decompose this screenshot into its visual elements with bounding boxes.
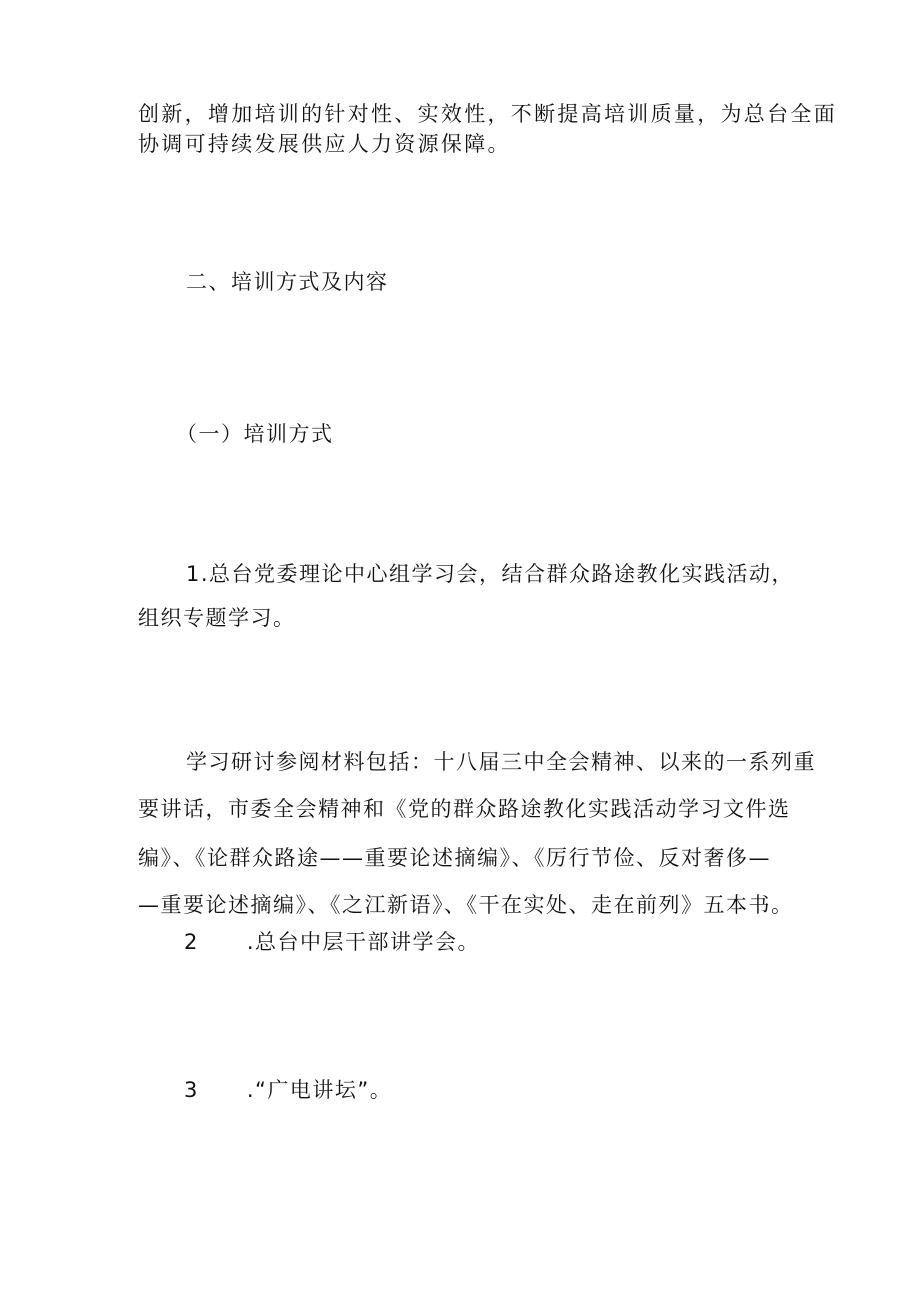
section-heading: 二、培训方式及内容 bbox=[186, 270, 389, 294]
list-item-3-text: .“广电讲坛”。 bbox=[246, 1078, 393, 1102]
list-item-2-number: 2 bbox=[184, 930, 199, 954]
intro-line-2: 协调可持续发展供应人力资源保障。 bbox=[138, 132, 511, 156]
list-item-1-text: .总台党委理论中心组学习会，结合群众路途教化实践活动， bbox=[200, 562, 795, 586]
list-item-1-number: 1 bbox=[186, 562, 201, 586]
list-item-1-line-1 bbox=[186, 564, 794, 585]
list-item-3 bbox=[184, 1080, 392, 1101]
materials-line-2: 要讲话，市委全会精神和《党的群众路途教化实践活动学习文件选 bbox=[138, 797, 791, 821]
list-item-1-line-2: 组织专题学习。 bbox=[138, 606, 296, 630]
list-item-2-text: .总台中层干部讲学会。 bbox=[246, 930, 481, 954]
list-item-3-number: 3 bbox=[184, 1078, 199, 1102]
materials-line-3: 编》、《论群众路途——重要论述摘编》、《厉行节俭、反对奢侈— bbox=[138, 846, 771, 870]
materials-line-1: 学习研讨参阅材料包括：十八届三中全会精神、以来的一系列重 bbox=[186, 750, 816, 774]
intro-line-1: 创新，增加培训的针对性、实效性，不断提高培训质量，为总台全面 bbox=[138, 102, 837, 126]
list-item-2 bbox=[184, 932, 480, 953]
materials-line-4: —重要论述摘编》、《之江新语》、《干在实处、走在前列》五本书。 bbox=[138, 893, 794, 917]
subsection-heading: （一）培训方式 bbox=[176, 422, 334, 446]
